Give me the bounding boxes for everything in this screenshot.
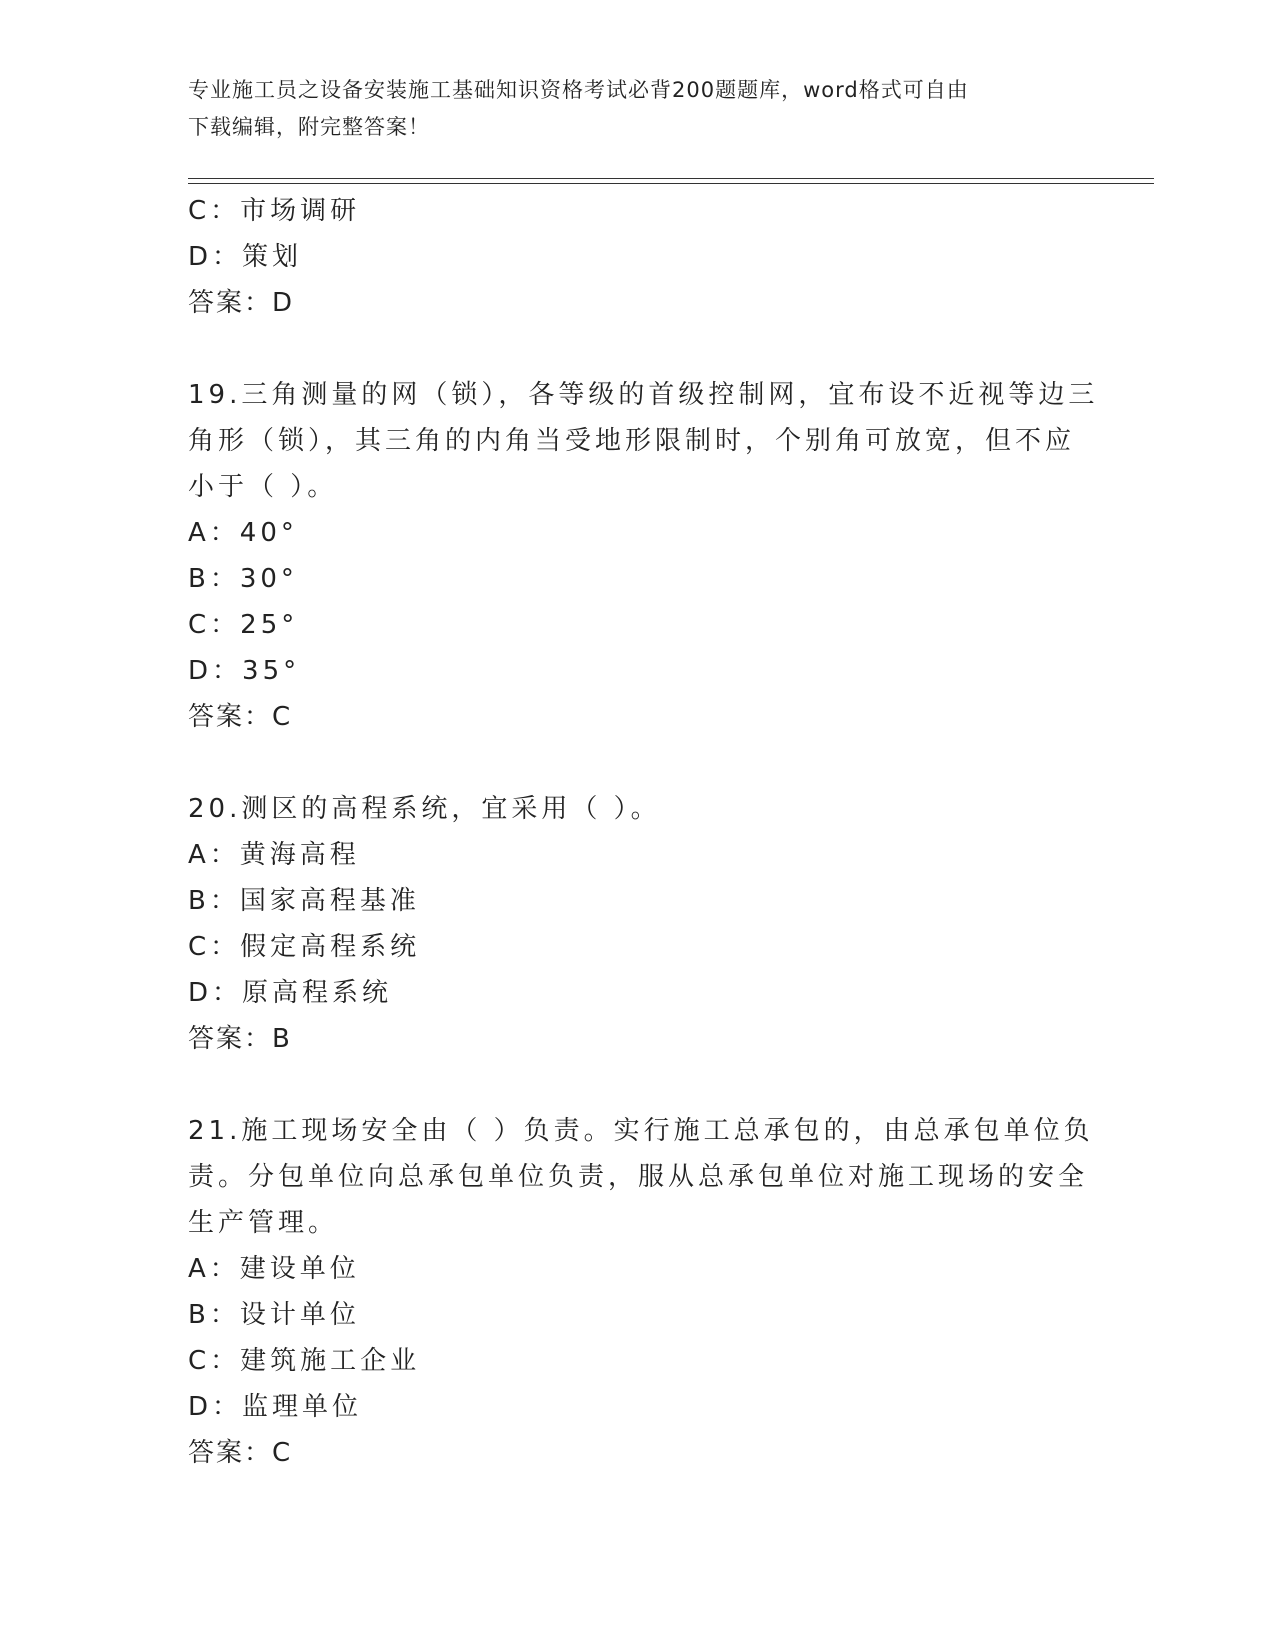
question-18-tail bbox=[188, 188, 1088, 326]
option-b: B：国家高程基准 bbox=[188, 886, 420, 916]
option-c: C：25° bbox=[188, 610, 299, 640]
question-stem bbox=[188, 372, 1099, 510]
option-a: A：黄海高程 bbox=[188, 840, 360, 870]
option-c: C：建筑施工企业 bbox=[188, 1346, 421, 1376]
question-stem-line: 责。分包单位向总承包单位负责，服从总承包单位对施工现场的安全 bbox=[188, 1162, 1089, 1192]
question-stem-line: 21.施工现场安全由（ ）负责。实行施工总承包的，由总承包单位负 bbox=[188, 1116, 1094, 1146]
option-b: B：设计单位 bbox=[188, 1300, 360, 1330]
document-header bbox=[188, 72, 1068, 146]
header-title-line-2: 下载编辑，附完整答案！ bbox=[188, 115, 430, 139]
option-d: D：原高程系统 bbox=[188, 978, 393, 1008]
question-19 bbox=[188, 372, 1099, 740]
header-title-line-1: 专业施工员之设备安装施工基础知识资格考试必背200题题库，word格式可自由 bbox=[188, 78, 969, 102]
answer: 答案：C bbox=[188, 702, 293, 732]
option-b: B：30° bbox=[188, 564, 298, 594]
question-20 bbox=[188, 786, 1088, 1062]
question-list bbox=[188, 188, 1099, 1476]
question-stem bbox=[188, 786, 1078, 832]
question-21 bbox=[188, 1108, 1094, 1476]
answer: 答案：C bbox=[188, 1438, 293, 1468]
answer: 答案：D bbox=[188, 288, 295, 318]
spacer bbox=[188, 1062, 1088, 1108]
option-a: A：40° bbox=[188, 518, 298, 548]
question-stem-line: 生产管理。 bbox=[188, 1208, 339, 1238]
answer: 答案：B bbox=[188, 1024, 292, 1054]
question-stem-line: 角形（锁），其三角的内角当受地形限制时，个别角可放宽，但不应 bbox=[188, 426, 1076, 456]
option-c: C：市场调研 bbox=[188, 196, 361, 226]
spacer bbox=[188, 326, 1088, 372]
header-divider-top bbox=[188, 178, 1154, 179]
question-stem-line: 19.三角测量的网（锁），各等级的首级控制网，宜布设不近视等边三 bbox=[188, 380, 1099, 410]
question-stem-line: 小于（ ）。 bbox=[188, 472, 338, 502]
option-c: C：假定高程系统 bbox=[188, 932, 421, 962]
spacer bbox=[188, 740, 1088, 786]
option-d: D：监理单位 bbox=[188, 1392, 363, 1422]
option-d: D：策划 bbox=[188, 242, 303, 272]
option-d: D：35° bbox=[188, 656, 301, 686]
header-divider-bottom bbox=[188, 183, 1154, 184]
question-stem bbox=[188, 1108, 1094, 1246]
question-stem-line: 20.测区的高程系统，宜采用（ ）。 bbox=[188, 794, 661, 824]
option-a: A：建设单位 bbox=[188, 1254, 360, 1284]
